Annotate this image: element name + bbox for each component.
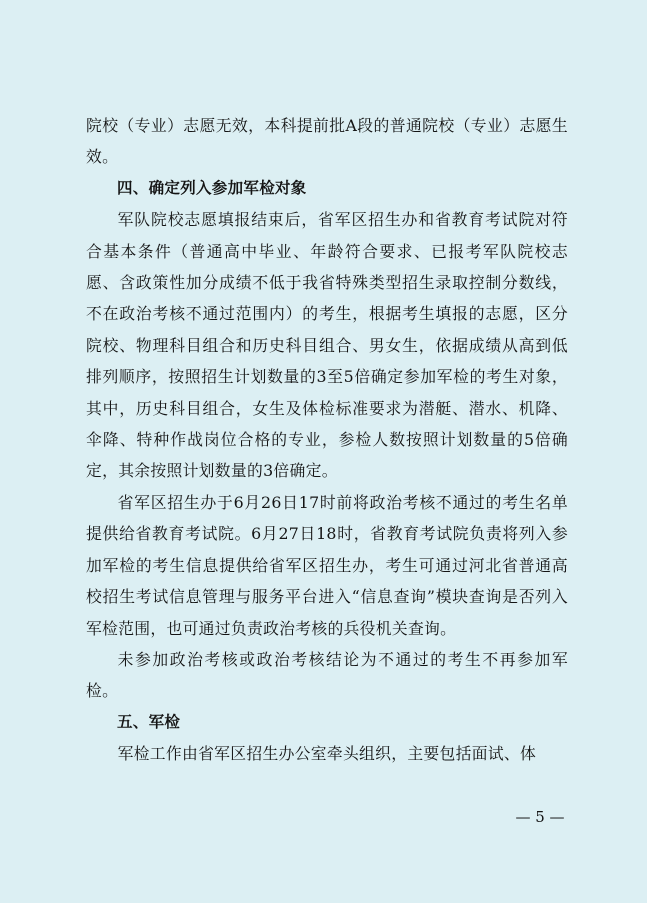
paragraph-continuation: 院校（专业）志愿无效，本科提前批A段的普通院校（专业）志愿生效。 — [86, 116, 568, 167]
paragraph-exclusion: 未参加政治考核或政治考核结论为不通过的考生不再参加军检。 — [86, 649, 568, 701]
page-number: — 5 — — [515, 808, 565, 826]
paragraph-military-check: 军检工作由省军区招生办公室牵头组织，主要包括面试、体 — [117, 744, 537, 764]
section-heading-4: 四、确定列入参加军检对象 — [117, 178, 307, 197]
document-body — [86, 110, 568, 770]
paragraph-schedule: 省军区招生办于6月26日17时前将政治考核不通过的考生名单提供给省教育考试院。6月27日18时，省教育考试院负责将列入参加军检的考生信息提供给省军区招生办，考生可通过河北省普通高校招生考试信息管理与服务平台进入“信息查询”模块查询是否列入军检范围，也可通过负责政治考核的兵役机关查询。 — [86, 492, 568, 638]
section-heading-5: 五、军检 — [117, 712, 181, 731]
paragraph-eligibility: 军队院校志愿填报结束后，省军区招生办和省教育考试院对符合基本条件（普通高中毕业、年龄符合要求、已报考军队院校志愿、含政策性加分成绩不低于我省特殊类型招生录取控制分数线，不在政治考核不通过范围内）的考生，根据考生填报的志愿，区分院校、物理科目组合和历史科目组合、男女生，依据成绩从高到低排列顺序，按照招生计划数量的3至5倍确定参加军检的考生对象，其中，历史科目组合，女生及体检标准要求为潜艇、潜水、机降、伞降、特种作战岗位合格的专业，参检人数按照计划数量的5倍确定，其余按照计划数量的3倍确定。 — [86, 210, 568, 481]
